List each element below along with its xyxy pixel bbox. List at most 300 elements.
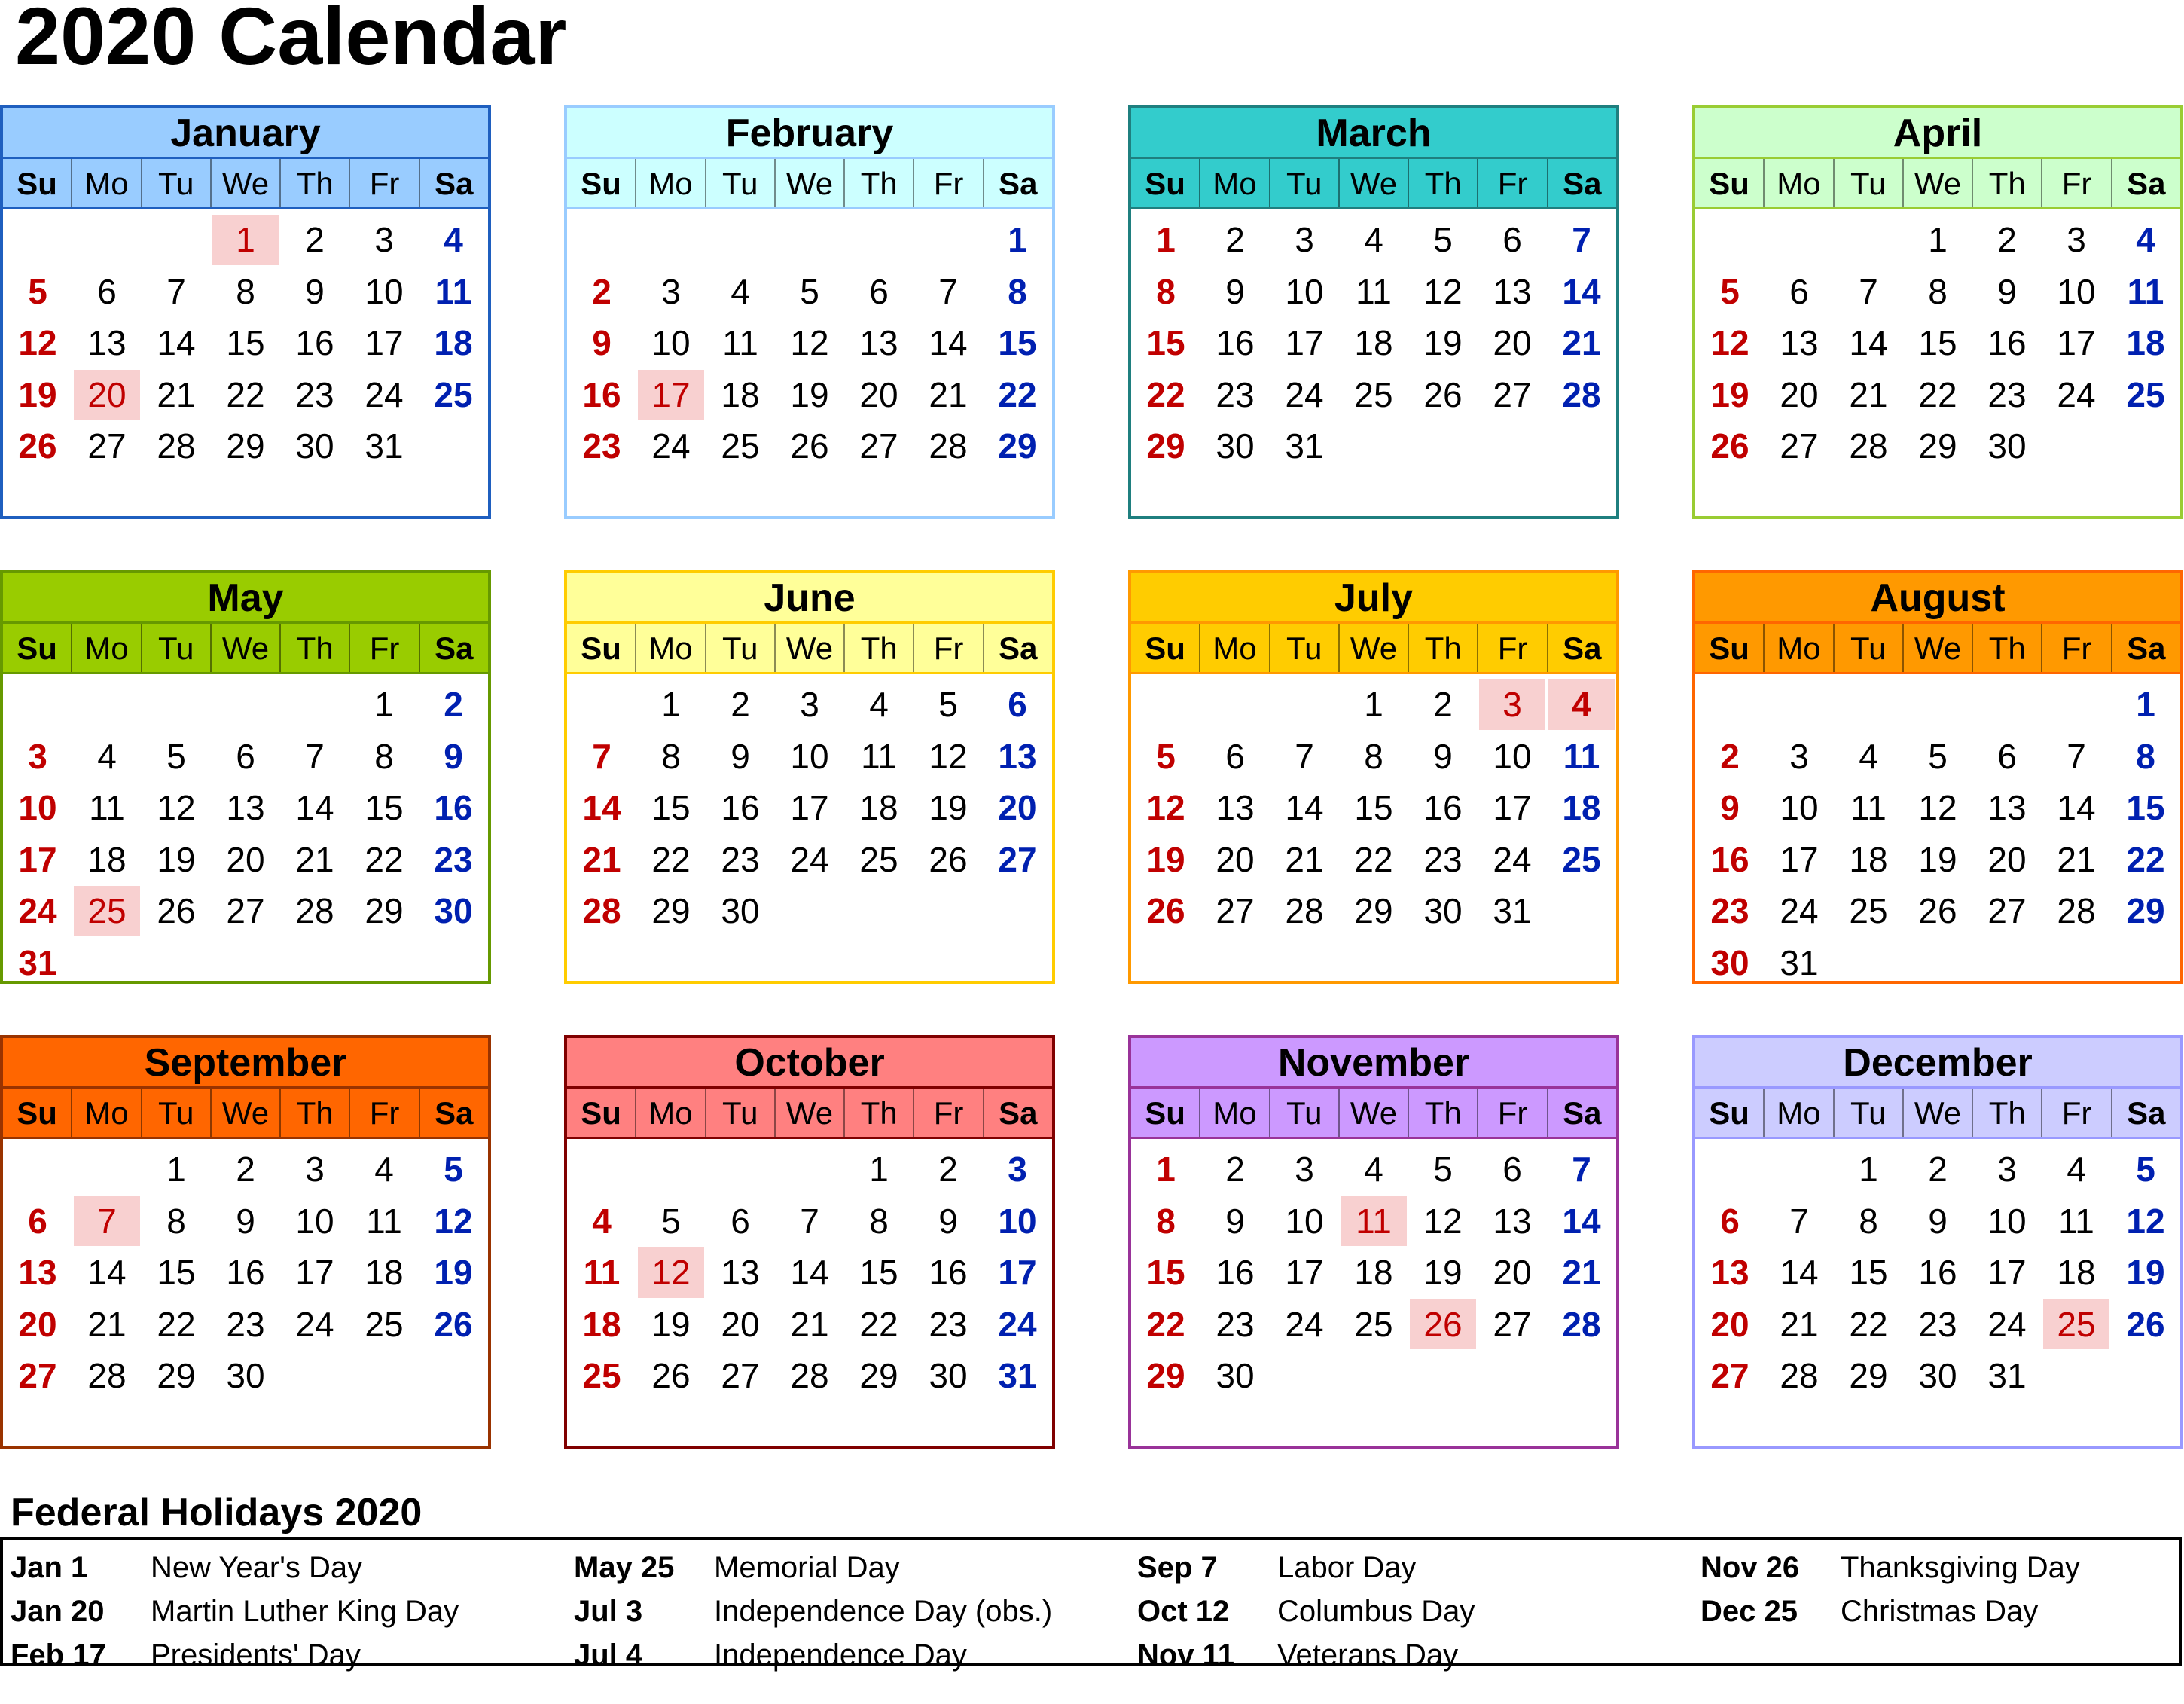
weekday-label: Mo bbox=[1765, 1089, 1834, 1137]
day-cell: 12 bbox=[2126, 1201, 2165, 1241]
weekday-label: Su bbox=[1695, 1089, 1765, 1137]
day-cell: 5 bbox=[444, 1150, 463, 1189]
weekday-label: Su bbox=[1131, 1089, 1200, 1137]
day-cell: 2 bbox=[1928, 1150, 1948, 1189]
day-cell: 25 bbox=[365, 1304, 404, 1344]
day-cell: 24 bbox=[1285, 374, 1324, 414]
day-cell: 11 bbox=[366, 1201, 402, 1241]
day-blank bbox=[142, 679, 211, 731]
weekday-label: Fr bbox=[1478, 624, 1548, 672]
day-cell: 12 bbox=[157, 788, 196, 827]
day-cell: 28 bbox=[295, 891, 334, 930]
day-cell: 18 bbox=[721, 374, 760, 414]
day-cell: 15 bbox=[651, 788, 691, 827]
day-cell: 4 bbox=[444, 220, 463, 259]
weekday-label: We bbox=[1904, 1089, 1973, 1137]
weekday-label: Th bbox=[1973, 159, 2042, 207]
day-cell: 20 bbox=[1987, 839, 2027, 879]
day-cell: 19 bbox=[1146, 839, 1185, 879]
day-cell: 31 bbox=[998, 1356, 1037, 1395]
weekday-label: Tu bbox=[142, 1089, 212, 1137]
day-cell: 16 bbox=[434, 788, 473, 827]
month-july bbox=[1128, 570, 1619, 984]
day-cell: 15 bbox=[365, 788, 404, 827]
day-cell: 25 bbox=[1562, 839, 1601, 879]
day-cell: 29 bbox=[1146, 426, 1185, 466]
weekday-label: Th bbox=[845, 624, 914, 672]
weekday-label: Th bbox=[1409, 1089, 1478, 1137]
day-cell: 1 bbox=[374, 685, 394, 724]
day-cell: 15 bbox=[1354, 788, 1393, 827]
day-cell: 10 bbox=[651, 323, 691, 362]
day-cell: 4 bbox=[592, 1201, 612, 1241]
day-cell: 20 bbox=[721, 1304, 760, 1344]
holiday-row bbox=[1693, 1589, 2184, 1633]
day-cell: 26 bbox=[790, 426, 829, 466]
day-cell: 27 bbox=[1780, 426, 1819, 466]
day-cell: 2 bbox=[1225, 220, 1245, 259]
day-cell: 28 bbox=[157, 426, 196, 466]
day-cell: 29 bbox=[859, 1356, 898, 1395]
day-cell: 27 bbox=[1216, 891, 1255, 930]
day-cell: 10 bbox=[1285, 1201, 1324, 1241]
holiday-name: Veterans Day bbox=[1277, 1638, 1459, 1672]
day-cell: 4 bbox=[1364, 220, 1383, 259]
day-cell: 26 bbox=[2126, 1304, 2165, 1344]
weekday-label: Fr bbox=[914, 624, 984, 672]
day-cell: 31 bbox=[1493, 891, 1532, 930]
day-cell: 25 bbox=[859, 839, 898, 879]
day-cell: 4 bbox=[2067, 1150, 2086, 1189]
weekday-label: We bbox=[776, 159, 845, 207]
day-cell: 28 bbox=[582, 891, 621, 930]
weekday-label: Th bbox=[1973, 1089, 2042, 1137]
day-cell: 1 bbox=[1859, 1150, 1878, 1189]
day-cell: 13 bbox=[1710, 1253, 1749, 1292]
weekday-label: Fr bbox=[2042, 1089, 2112, 1137]
weekday-label: Fr bbox=[1478, 159, 1548, 207]
day-blank bbox=[1200, 679, 1270, 731]
day-cell: 28 bbox=[1562, 374, 1601, 414]
day-cell: 25 bbox=[74, 886, 140, 936]
day-cell: 16 bbox=[226, 1253, 265, 1292]
day-cell: 20 bbox=[18, 1304, 57, 1344]
day-cell: 5 bbox=[1720, 271, 1740, 311]
day-cell: 3 bbox=[1295, 1150, 1314, 1189]
day-cell: 28 bbox=[87, 1356, 127, 1395]
day-cell: 1 bbox=[1008, 220, 1027, 259]
day-cell: 29 bbox=[998, 426, 1037, 466]
day-cell: 14 bbox=[1849, 323, 1888, 362]
weekday-header-row bbox=[3, 1089, 488, 1139]
day-cell: 23 bbox=[1710, 891, 1749, 930]
day-cell: 6 bbox=[1502, 220, 1522, 259]
day-cell: 1 bbox=[869, 1150, 889, 1189]
day-cell: 26 bbox=[1710, 426, 1749, 466]
day-cell: 15 bbox=[1918, 323, 1957, 362]
day-cell: 25 bbox=[1849, 891, 1888, 930]
holiday-date: Jan 1 bbox=[11, 1551, 88, 1584]
day-cell: 16 bbox=[929, 1253, 968, 1292]
day-cell: 15 bbox=[1146, 1253, 1185, 1292]
day-blank bbox=[567, 679, 636, 731]
holiday-column bbox=[566, 1546, 1124, 1677]
weekday-label: Su bbox=[1131, 159, 1200, 207]
day-cell: 14 bbox=[295, 788, 334, 827]
day-cell: 7 bbox=[1295, 736, 1314, 776]
holiday-row bbox=[1130, 1633, 1687, 1677]
day-cell: 16 bbox=[582, 374, 621, 414]
day-cell: 21 bbox=[87, 1304, 127, 1344]
day-cell: 8 bbox=[661, 736, 681, 776]
day-cell: 14 bbox=[2057, 788, 2096, 827]
holiday-column bbox=[1130, 1546, 1687, 1677]
day-cell: 7 bbox=[305, 736, 325, 776]
day-cell: 11 bbox=[861, 736, 897, 776]
day-cell: 4 bbox=[97, 736, 117, 776]
weekday-label: Sa bbox=[435, 631, 474, 666]
month-january bbox=[0, 105, 491, 519]
day-cell: 6 bbox=[1225, 736, 1245, 776]
day-cell: 30 bbox=[721, 891, 760, 930]
day-cell: 25 bbox=[721, 426, 760, 466]
day-cell: 14 bbox=[1562, 271, 1601, 311]
day-cell: 3 bbox=[661, 271, 681, 311]
day-cell: 6 bbox=[1008, 685, 1027, 724]
weekday-header-row bbox=[1131, 159, 1616, 209]
day-cell: 7 bbox=[1859, 271, 1878, 311]
day-cell: 15 bbox=[998, 323, 1037, 362]
day-cell: 5 bbox=[166, 736, 186, 776]
weekday-label: We bbox=[212, 624, 281, 672]
day-cell: 26 bbox=[651, 1356, 691, 1395]
weekday-label: Mo bbox=[1200, 1089, 1270, 1137]
day-cell: 27 bbox=[1493, 1304, 1532, 1344]
day-cell: 12 bbox=[1146, 788, 1185, 827]
weekday-label: Tu bbox=[706, 159, 776, 207]
day-cell: 17 bbox=[1285, 1253, 1324, 1292]
day-cell: 19 bbox=[1423, 1253, 1463, 1292]
day-cell: 25 bbox=[1354, 1304, 1393, 1344]
weekday-label: Mo bbox=[72, 1089, 142, 1137]
day-cell: 16 bbox=[1216, 1253, 1255, 1292]
day-cell: 7 bbox=[166, 271, 186, 311]
day-cell: 5 bbox=[2136, 1150, 2155, 1189]
day-blank bbox=[706, 214, 775, 266]
day-cell: 21 bbox=[1562, 323, 1601, 362]
weekday-label: Mo bbox=[1200, 624, 1270, 672]
day-cell: 7 bbox=[74, 1196, 140, 1247]
day-cell: 6 bbox=[1720, 1201, 1740, 1241]
day-cell: 9 bbox=[1997, 271, 2017, 311]
weekday-label: We bbox=[776, 624, 845, 672]
day-cell: 10 bbox=[1780, 788, 1819, 827]
day-blank bbox=[1765, 1144, 1834, 1196]
day-cell: 14 bbox=[157, 323, 196, 362]
day-cell: 23 bbox=[1216, 374, 1255, 414]
day-cell: 11 bbox=[435, 271, 472, 311]
holiday-name: Independence Day (obs.) bbox=[714, 1595, 1053, 1628]
day-blank bbox=[1765, 679, 1834, 731]
day-cell: 25 bbox=[434, 374, 473, 414]
day-cell: 16 bbox=[1987, 323, 2027, 362]
weekday-label: Sa bbox=[999, 1095, 1038, 1131]
day-grid bbox=[1695, 679, 2180, 988]
day-cell: 13 bbox=[1987, 788, 2027, 827]
day-cell: 29 bbox=[651, 891, 691, 930]
weekday-label: Tu bbox=[1835, 159, 1904, 207]
day-cell: 9 bbox=[938, 1201, 958, 1241]
day-cell: 24 bbox=[790, 839, 829, 879]
day-cell: 10 bbox=[365, 271, 404, 311]
day-cell: 11 bbox=[89, 788, 125, 827]
day-cell: 8 bbox=[166, 1201, 186, 1241]
day-cell: 26 bbox=[434, 1304, 473, 1344]
day-cell: 9 bbox=[444, 736, 463, 776]
day-cell: 8 bbox=[869, 1201, 889, 1241]
day-cell: 17 bbox=[1987, 1253, 2027, 1292]
month-name: June bbox=[567, 573, 1052, 624]
day-cell: 2 bbox=[938, 1150, 958, 1189]
weekday-label: Th bbox=[845, 159, 914, 207]
day-cell: 16 bbox=[1423, 788, 1463, 827]
day-cell: 9 bbox=[592, 323, 612, 362]
day-cell: 26 bbox=[1410, 1299, 1476, 1350]
day-cell: 15 bbox=[2126, 788, 2165, 827]
day-cell: 23 bbox=[1987, 374, 2027, 414]
weekday-label: Su bbox=[1695, 624, 1765, 672]
month-march bbox=[1128, 105, 1619, 519]
day-cell: 1 bbox=[2136, 685, 2155, 724]
holiday-date: Sep 7 bbox=[1137, 1551, 1218, 1584]
day-cell: 20 bbox=[74, 370, 140, 420]
day-grid bbox=[567, 679, 1052, 937]
day-cell: 16 bbox=[295, 323, 334, 362]
holiday-column bbox=[3, 1546, 560, 1677]
day-cell: 2 bbox=[731, 685, 750, 724]
holiday-column bbox=[1693, 1546, 2184, 1633]
day-cell: 2 bbox=[305, 220, 325, 259]
day-cell: 18 bbox=[365, 1253, 404, 1292]
day-cell: 15 bbox=[157, 1253, 196, 1292]
day-cell: 2 bbox=[236, 1150, 255, 1189]
day-cell: 24 bbox=[1780, 891, 1819, 930]
day-cell: 17 bbox=[790, 788, 829, 827]
weekday-label: Fr bbox=[350, 159, 419, 207]
weekday-label: Fr bbox=[2042, 624, 2112, 672]
holiday-name: Presidents' Day bbox=[151, 1638, 361, 1672]
day-cell: 2 bbox=[1997, 220, 2017, 259]
day-blank bbox=[280, 679, 349, 731]
day-cell: 28 bbox=[2057, 891, 2096, 930]
day-cell: 22 bbox=[2126, 839, 2165, 879]
day-cell: 27 bbox=[226, 891, 265, 930]
day-cell: 9 bbox=[1433, 736, 1453, 776]
day-cell: 22 bbox=[157, 1304, 196, 1344]
day-cell: 28 bbox=[929, 426, 968, 466]
day-cell: 16 bbox=[1710, 839, 1749, 879]
day-cell: 6 bbox=[731, 1201, 750, 1241]
weekday-label: Th bbox=[281, 624, 350, 672]
day-cell: 13 bbox=[859, 323, 898, 362]
month-may bbox=[0, 570, 491, 984]
month-name: August bbox=[1695, 573, 2180, 624]
day-cell: 16 bbox=[1918, 1253, 1957, 1292]
day-cell: 20 bbox=[998, 788, 1037, 827]
holiday-date: Nov 26 bbox=[1701, 1551, 1800, 1584]
day-cell: 6 bbox=[97, 271, 117, 311]
weekday-label: Su bbox=[567, 1089, 636, 1137]
day-grid bbox=[3, 679, 488, 988]
day-cell: 1 bbox=[1156, 220, 1176, 259]
day-cell: 21 bbox=[1285, 839, 1324, 879]
weekday-label: Th bbox=[281, 1089, 350, 1137]
day-cell: 30 bbox=[1987, 426, 2027, 466]
day-blank bbox=[706, 1144, 775, 1196]
day-cell: 16 bbox=[721, 788, 760, 827]
day-cell: 10 bbox=[295, 1201, 334, 1241]
day-blank bbox=[72, 1144, 142, 1196]
day-cell: 9 bbox=[1225, 271, 1245, 311]
weekday-header-row bbox=[1695, 1089, 2180, 1139]
holiday-row bbox=[1130, 1546, 1687, 1589]
weekday-label: Fr bbox=[350, 1089, 419, 1137]
month-name: February bbox=[567, 108, 1052, 159]
day-cell: 22 bbox=[226, 374, 265, 414]
day-cell: 22 bbox=[1849, 1304, 1888, 1344]
day-cell: 19 bbox=[2126, 1253, 2165, 1292]
day-cell: 20 bbox=[1216, 839, 1255, 879]
day-cell: 31 bbox=[1285, 426, 1324, 466]
day-cell: 20 bbox=[1493, 323, 1532, 362]
holiday-row bbox=[566, 1589, 1124, 1633]
day-blank bbox=[775, 214, 844, 266]
day-blank bbox=[844, 214, 914, 266]
day-cell: 19 bbox=[1423, 323, 1463, 362]
day-cell: 24 bbox=[2057, 374, 2096, 414]
day-cell: 13 bbox=[226, 788, 265, 827]
day-cell: 8 bbox=[2136, 736, 2155, 776]
day-cell: 30 bbox=[295, 426, 334, 466]
weekday-header-row bbox=[3, 159, 488, 209]
day-blank bbox=[636, 214, 706, 266]
day-cell: 29 bbox=[1849, 1356, 1888, 1395]
day-blank bbox=[1903, 679, 1972, 731]
day-cell: 4 bbox=[1859, 736, 1878, 776]
month-august bbox=[1692, 570, 2183, 984]
day-cell: 14 bbox=[87, 1253, 127, 1292]
month-name: July bbox=[1131, 573, 1616, 624]
day-cell: 22 bbox=[998, 374, 1037, 414]
day-blank bbox=[636, 1144, 706, 1196]
weekday-label: Mo bbox=[636, 1089, 706, 1137]
day-cell: 1 bbox=[166, 1150, 186, 1189]
day-cell: 7 bbox=[1572, 220, 1591, 259]
day-cell: 13 bbox=[721, 1253, 760, 1292]
day-cell: 24 bbox=[365, 374, 404, 414]
day-grid bbox=[3, 214, 488, 472]
day-cell: 11 bbox=[2127, 271, 2164, 311]
weekday-label: Th bbox=[1409, 159, 1478, 207]
day-cell: 13 bbox=[87, 323, 127, 362]
day-grid bbox=[1131, 214, 1616, 472]
day-cell: 8 bbox=[1364, 736, 1383, 776]
day-cell: 22 bbox=[1146, 374, 1185, 414]
weekday-label: Su bbox=[567, 159, 636, 207]
day-cell: 4 bbox=[2136, 220, 2155, 259]
day-cell: 24 bbox=[651, 426, 691, 466]
day-cell: 26 bbox=[929, 839, 968, 879]
day-cell: 19 bbox=[1918, 839, 1957, 879]
day-cell: 10 bbox=[1493, 736, 1532, 776]
weekday-label: Mo bbox=[1765, 624, 1834, 672]
day-cell: 30 bbox=[1423, 891, 1463, 930]
day-cell: 18 bbox=[582, 1304, 621, 1344]
day-cell: 10 bbox=[2057, 271, 2096, 311]
weekday-label: We bbox=[1340, 159, 1409, 207]
day-cell: 21 bbox=[1849, 374, 1888, 414]
holiday-date: Jul 3 bbox=[574, 1595, 643, 1628]
weekday-label: Su bbox=[1695, 159, 1765, 207]
day-cell: 12 bbox=[18, 323, 57, 362]
day-cell: 23 bbox=[1423, 839, 1463, 879]
day-cell: 9 bbox=[1928, 1201, 1948, 1241]
day-cell: 8 bbox=[1928, 271, 1948, 311]
day-cell: 26 bbox=[157, 891, 196, 930]
day-cell: 1 bbox=[212, 215, 279, 265]
weekday-label: Fr bbox=[2042, 159, 2112, 207]
day-cell: 6 bbox=[28, 1201, 47, 1241]
day-cell: 24 bbox=[1493, 839, 1532, 879]
day-cell: 27 bbox=[1493, 374, 1532, 414]
day-cell: 22 bbox=[1146, 1304, 1185, 1344]
day-cell: 5 bbox=[938, 685, 958, 724]
day-cell: 12 bbox=[1423, 1201, 1463, 1241]
day-blank bbox=[142, 214, 211, 266]
day-blank bbox=[775, 1144, 844, 1196]
day-cell: 30 bbox=[1918, 1356, 1957, 1395]
day-cell: 19 bbox=[18, 374, 57, 414]
day-cell: 1 bbox=[1928, 220, 1948, 259]
day-cell: 17 bbox=[365, 323, 404, 362]
weekday-header-row bbox=[1695, 624, 2180, 674]
weekday-label: Su bbox=[3, 624, 72, 672]
day-cell: 3 bbox=[1789, 736, 1809, 776]
day-cell: 5 bbox=[661, 1201, 681, 1241]
day-cell: 23 bbox=[582, 426, 621, 466]
holiday-row bbox=[1130, 1589, 1687, 1633]
holiday-name: Columbus Day bbox=[1277, 1595, 1475, 1628]
day-cell: 25 bbox=[2126, 374, 2165, 414]
weekday-header-row bbox=[567, 159, 1052, 209]
day-cell: 4 bbox=[374, 1150, 394, 1189]
weekday-label: Sa bbox=[2127, 631, 2166, 666]
day-cell: 19 bbox=[434, 1253, 473, 1292]
day-cell: 26 bbox=[18, 426, 57, 466]
day-cell: 20 bbox=[1493, 1253, 1532, 1292]
day-cell: 26 bbox=[1918, 891, 1957, 930]
day-blank bbox=[567, 214, 636, 266]
day-cell: 3 bbox=[305, 1150, 325, 1189]
day-cell: 22 bbox=[365, 839, 404, 879]
day-cell: 27 bbox=[859, 426, 898, 466]
month-name: October bbox=[567, 1038, 1052, 1089]
weekday-label: Sa bbox=[999, 631, 1038, 666]
day-cell: 23 bbox=[929, 1304, 968, 1344]
day-cell: 1 bbox=[661, 685, 681, 724]
day-cell: 15 bbox=[859, 1253, 898, 1292]
day-cell: 21 bbox=[295, 839, 334, 879]
